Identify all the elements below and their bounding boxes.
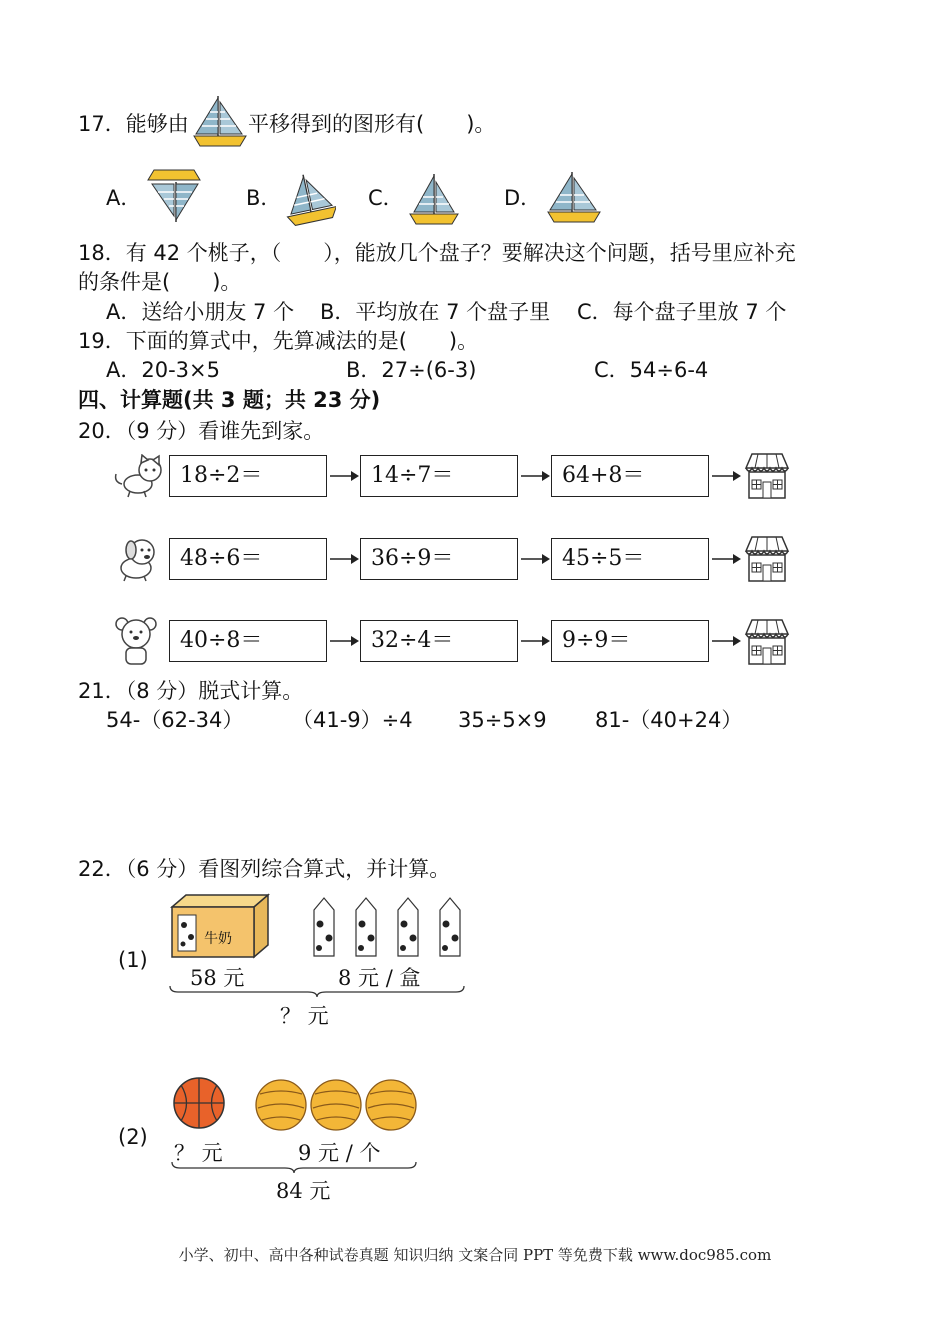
arrow-right-icon: [520, 551, 550, 567]
q22-part2-total: 84 元: [276, 1179, 331, 1203]
house-icon: [740, 616, 794, 666]
q22-part2-label: (2): [118, 1125, 148, 1149]
milk-cartons-icon: [310, 896, 476, 958]
q18-option-a[interactable]: A．送给小朋友 7 个: [106, 300, 295, 324]
q22-part2-price-left: ？ 元: [174, 1141, 223, 1165]
q18-line2: 的条件是( )。: [78, 270, 242, 294]
dog-icon: [112, 536, 162, 582]
section-title: 四、计算题(共 3 题；共 23 分): [78, 388, 381, 412]
sailboat-small-icon: [406, 170, 460, 228]
q22-part1-total: ？ 元: [280, 1004, 329, 1028]
expr-box[interactable]: 64+8＝: [551, 455, 709, 497]
q17-prefix: 17．能够由: [78, 112, 189, 136]
expr-box[interactable]: 45÷5＝: [551, 538, 709, 580]
expr-box[interactable]: 14÷7＝: [360, 455, 518, 497]
expr-box[interactable]: 48÷6＝: [169, 538, 327, 580]
q18-line1: 18．有 42 个桃子，（ ），能放几个盘子？要解决这个问题，括号里应补充: [78, 241, 796, 265]
arrow-right-icon: [329, 468, 359, 484]
q22-part1-price-left: 58 元: [190, 966, 245, 990]
q17-option-d[interactable]: D．: [504, 186, 542, 210]
arrow-right-icon: [520, 633, 550, 649]
arrow-right-icon: [329, 551, 359, 567]
q19-option-a[interactable]: A．20-3×5: [106, 358, 220, 382]
q21-title: 21．（8 分）脱式计算。: [78, 679, 304, 703]
sailboat-same-icon: [546, 168, 602, 226]
house-icon: [740, 450, 794, 500]
brace-icon: [168, 984, 466, 998]
milk-box-icon: [170, 893, 270, 959]
q19-option-c[interactable]: C．54÷6-4: [594, 358, 709, 382]
expr-box[interactable]: 18÷2＝: [169, 455, 327, 497]
sailboat-icon: [192, 92, 248, 148]
q17-option-c[interactable]: C．: [368, 186, 404, 210]
arrow-right-icon: [711, 468, 741, 484]
expr-box[interactable]: 32÷4＝: [360, 620, 518, 662]
q18-option-b[interactable]: B．平均放在 7 个盘子里: [320, 300, 551, 324]
q21-expr: 54-（62-34）: [106, 708, 244, 732]
expr-box[interactable]: 9÷9＝: [551, 620, 709, 662]
expr-box[interactable]: 40÷8＝: [169, 620, 327, 662]
q22-part1-price-right: 8 元 / 盒: [338, 966, 421, 990]
q17-option-a[interactable]: A．: [106, 186, 142, 210]
q21-expr: 81-（40+24）: [595, 708, 743, 732]
q19-option-b[interactable]: B．27÷(6-3): [346, 358, 477, 382]
sailboat-tilted-icon: [282, 168, 336, 226]
q20-title: 20．（9 分）看谁先到家。: [78, 419, 325, 443]
arrow-right-icon: [520, 468, 550, 484]
q18-option-c[interactable]: C．每个盘子里放 7 个: [577, 300, 787, 324]
house-icon: [740, 533, 794, 583]
q21-expr: （41-9）÷4: [292, 708, 413, 732]
expr-box[interactable]: 36÷9＝: [360, 538, 518, 580]
arrow-right-icon: [711, 551, 741, 567]
arrow-right-icon: [711, 633, 741, 649]
sailboat-flipped-icon: [146, 168, 202, 226]
bear-icon: [112, 616, 160, 666]
q22-part2-price-right: 9 元 / 个: [298, 1141, 381, 1165]
volleyballs-icon: [254, 1078, 420, 1132]
q17-suffix: 平移得到的图形有( )。: [248, 112, 496, 136]
q17-option-b[interactable]: B．: [246, 186, 282, 210]
q22-title: 22．（6 分）看图列综合算式，并计算。: [78, 857, 451, 881]
q21-expr: 35÷5×9: [458, 708, 547, 732]
basketball-icon: [172, 1076, 226, 1130]
q19-line: 19．下面的算式中，先算减法的是( )。: [78, 329, 479, 353]
arrow-right-icon: [329, 633, 359, 649]
brace-icon: [170, 1160, 418, 1174]
q22-part1-label: (1): [118, 948, 148, 972]
cat-icon: [112, 454, 166, 498]
page-footer: 小学、初中、高中各种试卷真题 知识归纳 文案合同 PPT 等免费下载 www.doc985.com: [178, 1246, 772, 1264]
milk-box-text: 牛奶: [204, 931, 232, 947]
